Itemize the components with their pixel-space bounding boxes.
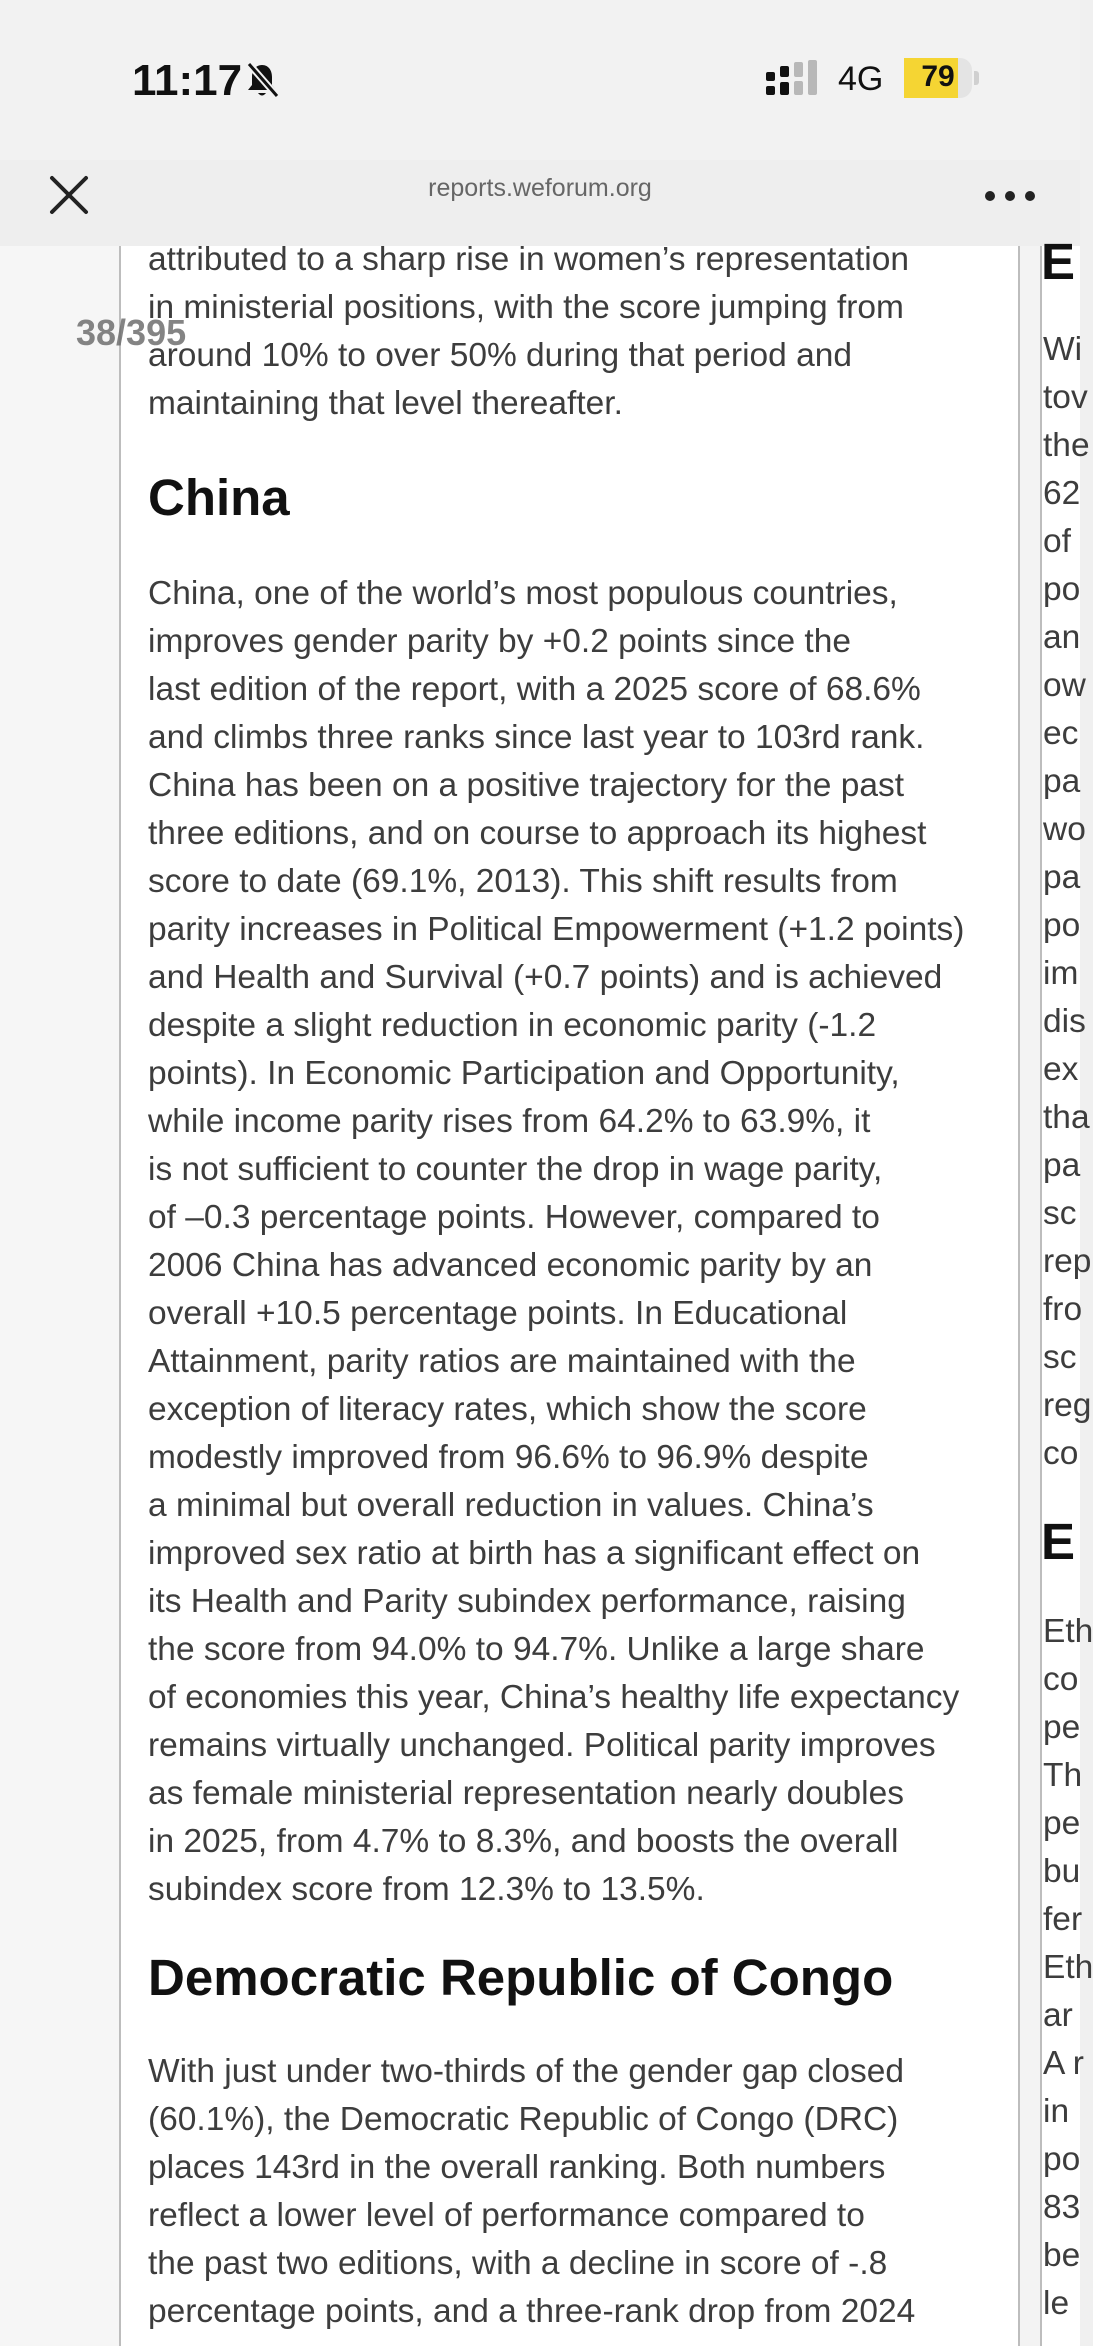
document-viewer[interactable] <box>0 233 1093 2346</box>
page-separator <box>1018 246 1042 2346</box>
section-heading-drc: Democratic Republic of Congo <box>148 1949 894 2006</box>
next-page-heading-2: E <box>1041 1513 1076 1570</box>
page-gutter <box>0 246 121 2346</box>
section-heading-china: China <box>148 469 290 526</box>
next-page-text-top: Wi tov the 62 of po an ow ec pa wo pa po im dis ex tha pa sc rep fro sc reg co <box>1043 331 1092 1472</box>
battery-body <box>904 58 972 98</box>
next-page-text-bottom: Eth co pe Th pe bu fer Eth ar A r in po 83 be le <box>1043 1613 1093 2322</box>
next-page-column <box>1040 233 1093 2346</box>
network-type: 4G <box>838 60 884 98</box>
signal-icon <box>764 60 820 100</box>
bell-slash-icon <box>244 60 280 100</box>
next-page-heading: E <box>1041 233 1076 290</box>
page-indicator: 38/395 <box>76 312 187 353</box>
china-paragraph: China, one of the world’s most populous countries, improves gender parity by +0.2 points since the last edition of the report, with a 2025 score of 68.6% and climbs three ranks since last year to 103rd rank. China has been on a positive trajectory for the past three editions, and on course to approach its highest score to date (69.1%, 2013). This shift results from parity increases in Political Empowerment (+1.2 points) and Health and Survival (+0.7 points) and is achieved despite a slight reduction in economic parity (-1.2 points). In Economic Participation and Opportunity, while income parity rises from 64.2% to 63.9%, it is not sufficient to counter the drop in wage parity, of –0.3 percentage points. However, compared to 2006 China has advanced economic parity by an overall +10.5 percentage points. In Educational Attainment, parity ratios are maintained with the exception of literacy rates, which show the score modestly improved from 96.6% to 96.9% despite a minimal but overall reduction in values. China’s improved sex ratio at birth has a significant effect on its Health and Parity subindex performance, raising the score from 94.0% to 94.7%. Unlike a large share of economies this year, China’s healthy life expectancy remains virtually unchanged. Political parity improves as female ministerial representation nearly doubles in 2025, from 4.7% to 8.3%, and boosts the overall subindex score from 12.3% to 13.5%. <box>148 575 965 1908</box>
status-time: 11:17 <box>132 56 243 105</box>
drc-paragraph: With just under two-thirds of the gender gap closed (60.1%), the Democratic Republic of Congo (DRC) places 143rd in the overall ranking. Both numbers reflect a lower level of performance compared to the past two editions, with a decline in score of -.8 percentage points, and a three-rank drop from 2024 <box>148 2053 916 2330</box>
battery-nub <box>974 71 979 85</box>
more-icon[interactable] <box>982 186 1038 206</box>
close-icon[interactable] <box>44 170 94 220</box>
browser-toolbar <box>0 160 1080 246</box>
status-bar <box>0 0 1080 160</box>
battery-level: 79 <box>921 60 955 93</box>
battery-indicator <box>904 58 980 98</box>
document-page <box>121 241 1018 2346</box>
url-label[interactable]: reports.weforum.org <box>428 174 652 202</box>
intro-paragraph: attributed to a sharp rise in women’s representation in ministerial positions, with the score jumping from around 10% to over 50% during that period and maintaining that level thereafter. <box>148 241 909 422</box>
